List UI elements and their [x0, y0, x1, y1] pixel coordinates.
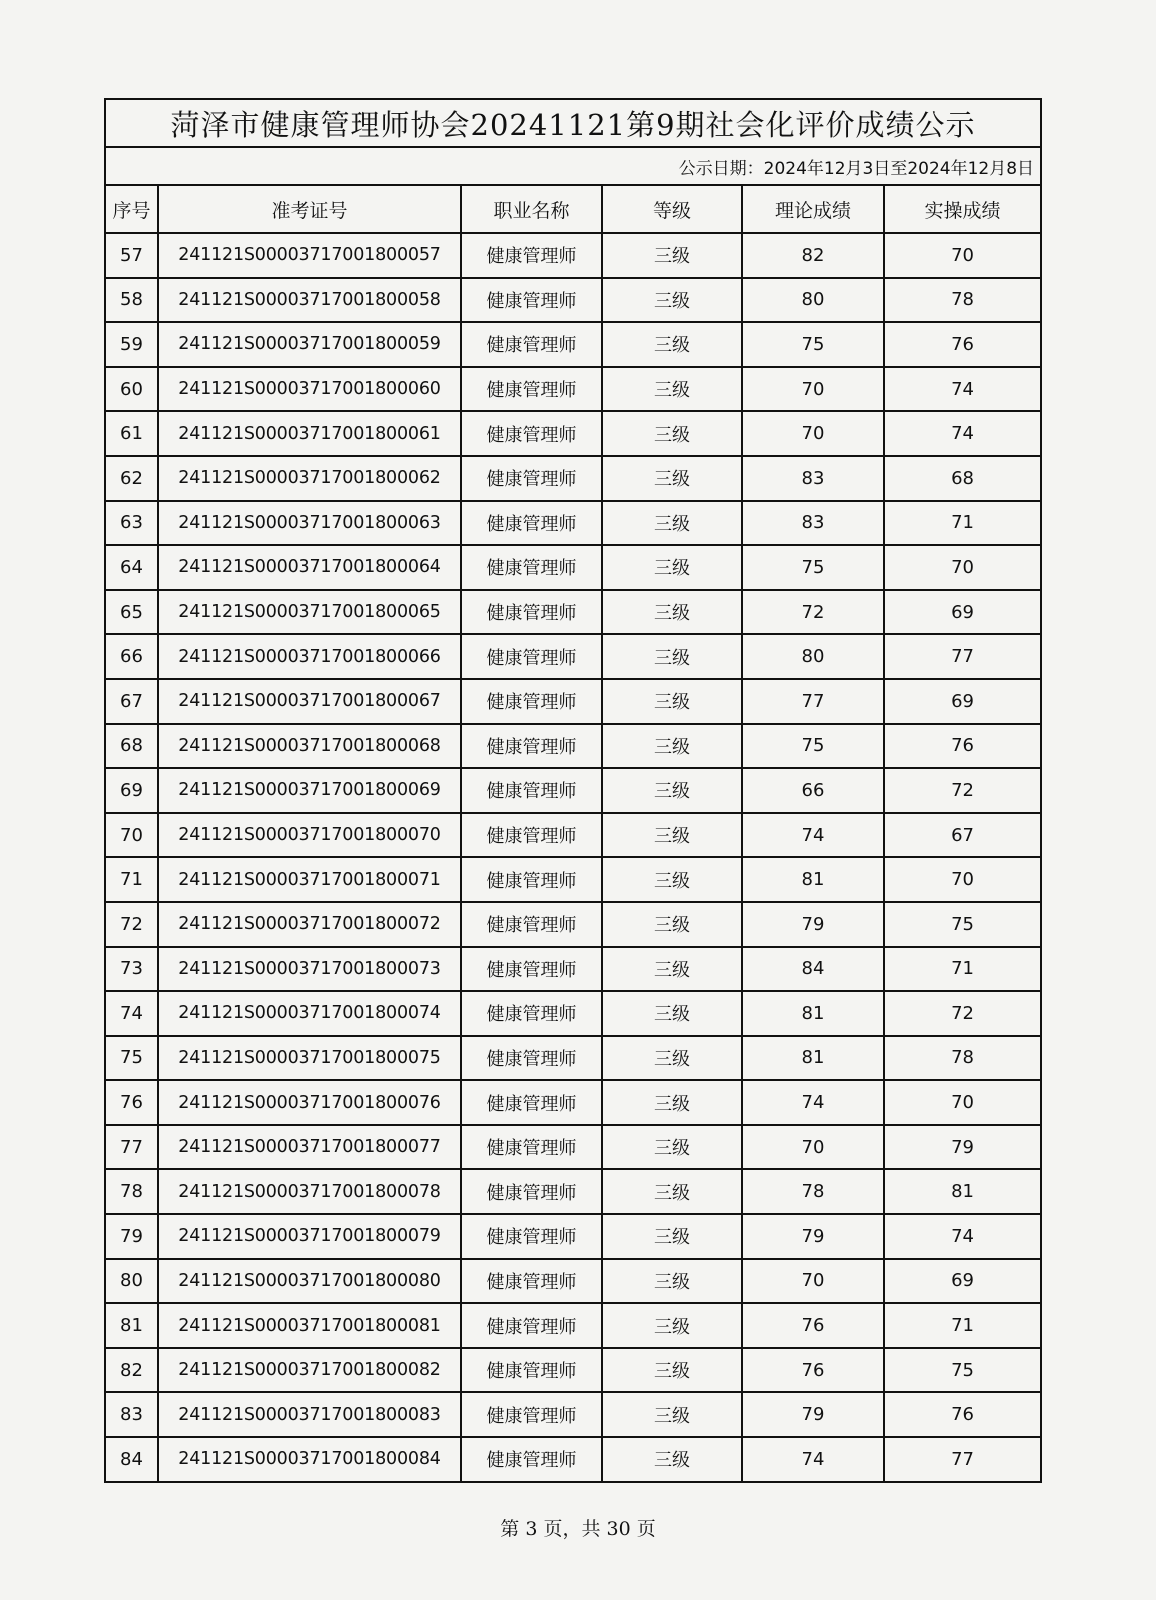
cell-exam-id: 241121S00003717001800075	[158, 1036, 461, 1081]
cell-exam-id: 241121S00003717001800057	[158, 233, 461, 278]
table-row	[105, 322, 1041, 367]
cell-no: 71	[105, 857, 158, 902]
table-row	[105, 947, 1041, 992]
table-row	[105, 902, 1041, 947]
cell-exam-id: 241121S00003717001800081	[158, 1303, 461, 1348]
cell-exam-id: 241121S00003717001800059	[158, 322, 461, 367]
cell-exam-id: 241121S00003717001800061	[158, 411, 461, 456]
cell-no: 79	[105, 1214, 158, 1259]
cell-level: 三级	[602, 1348, 742, 1393]
cell-theory-score: 78	[742, 1169, 884, 1214]
cell-practice-score: 78	[884, 278, 1041, 323]
cell-occupation: 健康管理师	[461, 902, 602, 947]
cell-no: 78	[105, 1169, 158, 1214]
cell-practice-score: 77	[884, 634, 1041, 679]
cell-level: 三级	[602, 902, 742, 947]
cell-occupation: 健康管理师	[461, 1348, 602, 1393]
cell-theory-score: 83	[742, 456, 884, 501]
cell-exam-id: 241121S00003717001800064	[158, 545, 461, 590]
announcement-date: 公示日期：2024年12月3日至2024年12月8日	[105, 147, 1041, 185]
cell-theory-score: 76	[742, 1348, 884, 1393]
cell-practice-score: 74	[884, 1214, 1041, 1259]
cell-no: 73	[105, 947, 158, 992]
cell-exam-id: 241121S00003717001800076	[158, 1080, 461, 1125]
cell-practice-score: 70	[884, 233, 1041, 278]
cell-no: 76	[105, 1080, 158, 1125]
cell-theory-score: 81	[742, 1036, 884, 1081]
cell-occupation: 健康管理师	[461, 501, 602, 546]
table-row	[105, 1437, 1041, 1482]
cell-occupation: 健康管理师	[461, 1169, 602, 1214]
cell-practice-score: 74	[884, 411, 1041, 456]
cell-exam-id: 241121S00003717001800068	[158, 724, 461, 769]
cell-occupation: 健康管理师	[461, 367, 602, 412]
table-row	[105, 813, 1041, 858]
cell-no: 75	[105, 1036, 158, 1081]
cell-practice-score: 69	[884, 679, 1041, 724]
column-header-theory-score: 理论成绩	[742, 185, 884, 233]
cell-no: 84	[105, 1437, 158, 1482]
cell-practice-score: 77	[884, 1437, 1041, 1482]
cell-level: 三级	[602, 456, 742, 501]
table-row	[105, 501, 1041, 546]
cell-theory-score: 80	[742, 634, 884, 679]
cell-level: 三级	[602, 1080, 742, 1125]
cell-no: 65	[105, 590, 158, 635]
table-row	[105, 1259, 1041, 1304]
cell-level: 三级	[602, 367, 742, 412]
table-row	[105, 233, 1041, 278]
cell-practice-score: 71	[884, 1303, 1041, 1348]
cell-practice-score: 76	[884, 322, 1041, 367]
cell-exam-id: 241121S00003717001800084	[158, 1437, 461, 1482]
cell-occupation: 健康管理师	[461, 1036, 602, 1081]
cell-occupation: 健康管理师	[461, 724, 602, 769]
cell-theory-score: 74	[742, 813, 884, 858]
cell-level: 三级	[602, 1303, 742, 1348]
cell-level: 三级	[602, 679, 742, 724]
cell-occupation: 健康管理师	[461, 1214, 602, 1259]
column-header-occupation: 职业名称	[461, 185, 602, 233]
cell-practice-score: 68	[884, 456, 1041, 501]
cell-level: 三级	[602, 545, 742, 590]
cell-level: 三级	[602, 233, 742, 278]
cell-exam-id: 241121S00003717001800074	[158, 991, 461, 1036]
cell-occupation: 健康管理师	[461, 813, 602, 858]
table-row	[105, 1169, 1041, 1214]
cell-level: 三级	[602, 724, 742, 769]
cell-no: 81	[105, 1303, 158, 1348]
cell-theory-score: 79	[742, 902, 884, 947]
cell-practice-score: 70	[884, 545, 1041, 590]
cell-occupation: 健康管理师	[461, 679, 602, 724]
table-row	[105, 278, 1041, 323]
cell-practice-score: 74	[884, 367, 1041, 412]
cell-no: 70	[105, 813, 158, 858]
cell-no: 69	[105, 768, 158, 813]
cell-theory-score: 70	[742, 411, 884, 456]
cell-no: 82	[105, 1348, 158, 1393]
cell-level: 三级	[602, 813, 742, 858]
cell-level: 三级	[602, 1169, 742, 1214]
cell-occupation: 健康管理师	[461, 322, 602, 367]
cell-exam-id: 241121S00003717001800067	[158, 679, 461, 724]
table-row	[105, 1080, 1041, 1125]
cell-occupation: 健康管理师	[461, 233, 602, 278]
cell-no: 58	[105, 278, 158, 323]
cell-theory-score: 83	[742, 501, 884, 546]
page-footer: 第 3 页，共 30 页	[500, 1518, 656, 1540]
cell-exam-id: 241121S00003717001800079	[158, 1214, 461, 1259]
cell-occupation: 健康管理师	[461, 456, 602, 501]
cell-theory-score: 82	[742, 233, 884, 278]
cell-occupation: 健康管理师	[461, 1125, 602, 1170]
cell-level: 三级	[602, 1214, 742, 1259]
cell-exam-id: 241121S00003717001800077	[158, 1125, 461, 1170]
table-row	[105, 590, 1041, 635]
cell-exam-id: 241121S00003717001800062	[158, 456, 461, 501]
cell-exam-id: 241121S00003717001800082	[158, 1348, 461, 1393]
cell-exam-id: 241121S00003717001800073	[158, 947, 461, 992]
cell-level: 三级	[602, 768, 742, 813]
results-table	[104, 98, 1042, 1483]
column-header-exam-id: 准考证号	[158, 185, 461, 233]
cell-no: 62	[105, 456, 158, 501]
cell-level: 三级	[602, 322, 742, 367]
cell-exam-id: 241121S00003717001800078	[158, 1169, 461, 1214]
cell-exam-id: 241121S00003717001800083	[158, 1392, 461, 1437]
header-row	[105, 185, 1041, 233]
cell-no: 68	[105, 724, 158, 769]
table-row	[105, 1348, 1041, 1393]
cell-theory-score: 70	[742, 367, 884, 412]
cell-no: 80	[105, 1259, 158, 1304]
cell-practice-score: 75	[884, 902, 1041, 947]
cell-level: 三级	[602, 1437, 742, 1482]
cell-practice-score: 76	[884, 724, 1041, 769]
cell-practice-score: 71	[884, 501, 1041, 546]
column-header-level: 等级	[602, 185, 742, 233]
cell-theory-score: 74	[742, 1437, 884, 1482]
cell-no: 64	[105, 545, 158, 590]
table-row	[105, 367, 1041, 412]
cell-no: 57	[105, 233, 158, 278]
cell-theory-score: 80	[742, 278, 884, 323]
column-header-no: 序号	[105, 185, 158, 233]
table-row	[105, 1303, 1041, 1348]
cell-practice-score: 70	[884, 1080, 1041, 1125]
cell-no: 63	[105, 501, 158, 546]
table-row	[105, 679, 1041, 724]
table-row	[105, 411, 1041, 456]
cell-level: 三级	[602, 991, 742, 1036]
cell-occupation: 健康管理师	[461, 947, 602, 992]
cell-theory-score: 79	[742, 1214, 884, 1259]
table-row	[105, 456, 1041, 501]
table-row	[105, 1036, 1041, 1081]
cell-practice-score: 72	[884, 768, 1041, 813]
cell-level: 三级	[602, 857, 742, 902]
cell-theory-score: 84	[742, 947, 884, 992]
cell-level: 三级	[602, 411, 742, 456]
cell-occupation: 健康管理师	[461, 1437, 602, 1482]
cell-level: 三级	[602, 1392, 742, 1437]
cell-occupation: 健康管理师	[461, 545, 602, 590]
cell-exam-id: 241121S00003717001800072	[158, 902, 461, 947]
cell-no: 60	[105, 367, 158, 412]
table-row	[105, 1392, 1041, 1437]
cell-no: 66	[105, 634, 158, 679]
cell-practice-score: 81	[884, 1169, 1041, 1214]
cell-exam-id: 241121S00003717001800069	[158, 768, 461, 813]
cell-theory-score: 75	[742, 322, 884, 367]
cell-practice-score: 75	[884, 1348, 1041, 1393]
cell-practice-score: 67	[884, 813, 1041, 858]
cell-occupation: 健康管理师	[461, 991, 602, 1036]
cell-exam-id: 241121S00003717001800070	[158, 813, 461, 858]
cell-level: 三级	[602, 278, 742, 323]
cell-theory-score: 70	[742, 1259, 884, 1304]
cell-theory-score: 66	[742, 768, 884, 813]
table-row	[105, 991, 1041, 1036]
cell-occupation: 健康管理师	[461, 278, 602, 323]
cell-occupation: 健康管理师	[461, 634, 602, 679]
cell-theory-score: 75	[742, 724, 884, 769]
cell-exam-id: 241121S00003717001800080	[158, 1259, 461, 1304]
cell-level: 三级	[602, 634, 742, 679]
cell-practice-score: 78	[884, 1036, 1041, 1081]
table-row	[105, 768, 1041, 813]
cell-theory-score: 74	[742, 1080, 884, 1125]
cell-occupation: 健康管理师	[461, 411, 602, 456]
table-row	[105, 545, 1041, 590]
table-row	[105, 724, 1041, 769]
cell-theory-score: 70	[742, 1125, 884, 1170]
cell-theory-score: 79	[742, 1392, 884, 1437]
cell-level: 三级	[602, 1125, 742, 1170]
cell-exam-id: 241121S00003717001800066	[158, 634, 461, 679]
cell-exam-id: 241121S00003717001800058	[158, 278, 461, 323]
cell-practice-score: 76	[884, 1392, 1041, 1437]
cell-practice-score: 72	[884, 991, 1041, 1036]
title-row	[105, 99, 1041, 147]
cell-occupation: 健康管理师	[461, 590, 602, 635]
cell-practice-score: 69	[884, 590, 1041, 635]
cell-exam-id: 241121S00003717001800060	[158, 367, 461, 412]
table-body	[105, 233, 1041, 1482]
cell-occupation: 健康管理师	[461, 1259, 602, 1304]
table-row	[105, 1214, 1041, 1259]
cell-theory-score: 77	[742, 679, 884, 724]
table-row	[105, 634, 1041, 679]
cell-no: 74	[105, 991, 158, 1036]
cell-level: 三级	[602, 590, 742, 635]
cell-level: 三级	[602, 1036, 742, 1081]
cell-practice-score: 79	[884, 1125, 1041, 1170]
cell-level: 三级	[602, 947, 742, 992]
cell-occupation: 健康管理师	[461, 1080, 602, 1125]
cell-theory-score: 75	[742, 545, 884, 590]
cell-occupation: 健康管理师	[461, 1392, 602, 1437]
cell-practice-score: 69	[884, 1259, 1041, 1304]
table-row	[105, 1125, 1041, 1170]
cell-exam-id: 241121S00003717001800063	[158, 501, 461, 546]
cell-theory-score: 72	[742, 590, 884, 635]
table-row	[105, 857, 1041, 902]
cell-theory-score: 81	[742, 857, 884, 902]
date-row	[105, 147, 1041, 185]
cell-occupation: 健康管理师	[461, 1303, 602, 1348]
cell-occupation: 健康管理师	[461, 857, 602, 902]
cell-exam-id: 241121S00003717001800071	[158, 857, 461, 902]
cell-theory-score: 76	[742, 1303, 884, 1348]
cell-practice-score: 70	[884, 857, 1041, 902]
cell-theory-score: 81	[742, 991, 884, 1036]
cell-no: 61	[105, 411, 158, 456]
cell-exam-id: 241121S00003717001800065	[158, 590, 461, 635]
cell-practice-score: 71	[884, 947, 1041, 992]
document-title: 菏泽市健康管理师协会20241121第9期社会化评价成绩公示	[105, 99, 1041, 147]
cell-level: 三级	[602, 501, 742, 546]
cell-level: 三级	[602, 1259, 742, 1304]
cell-no: 59	[105, 322, 158, 367]
column-header-practice-score: 实操成绩	[884, 185, 1041, 233]
cell-occupation: 健康管理师	[461, 768, 602, 813]
results-sheet	[104, 98, 1040, 1483]
cell-no: 67	[105, 679, 158, 724]
cell-no: 72	[105, 902, 158, 947]
cell-no: 77	[105, 1125, 158, 1170]
cell-no: 83	[105, 1392, 158, 1437]
